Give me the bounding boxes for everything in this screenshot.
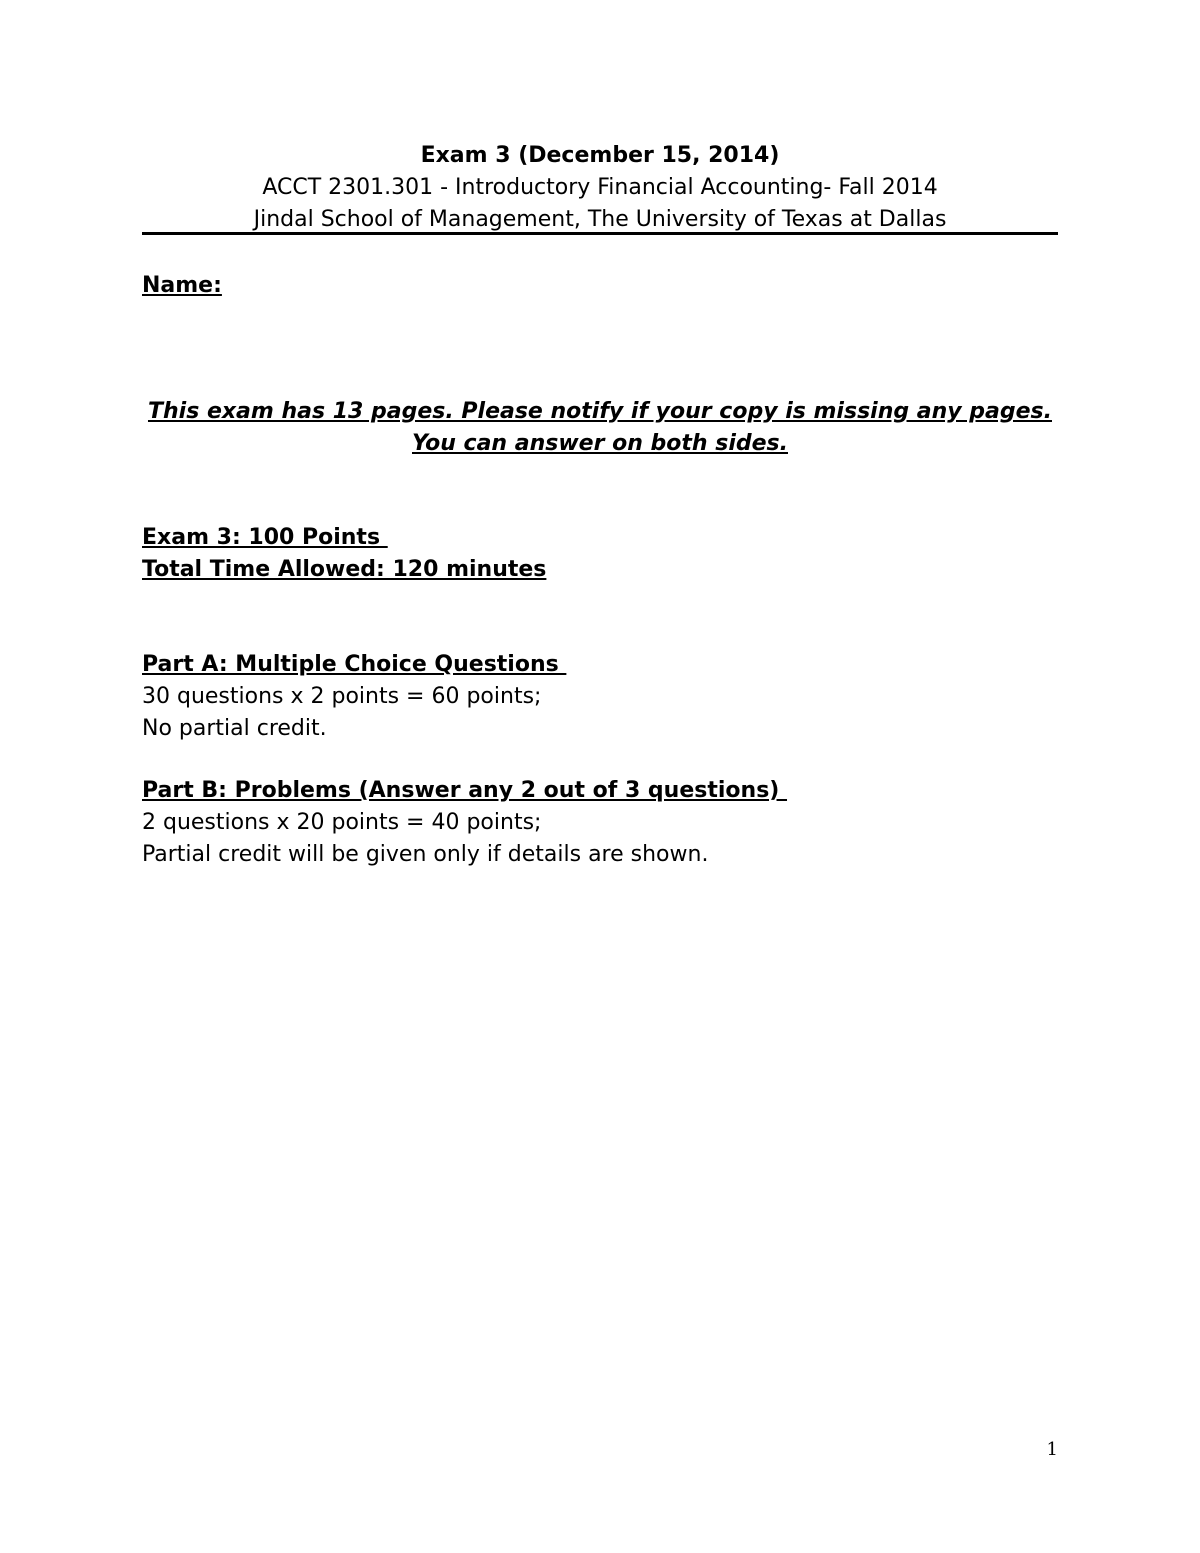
part-b-scoring: 2 questions x 20 points = 40 points; — [142, 810, 542, 835]
header-divider — [142, 232, 1058, 235]
name-label: Name: — [142, 273, 222, 298]
answer-both-sides-notice: You can answer on both sides. — [412, 431, 788, 456]
exam-header — [142, 140, 1058, 236]
total-points: Exam 3: 100 Points — [142, 525, 388, 550]
exam-info — [142, 522, 546, 586]
part-b-section — [142, 775, 787, 871]
page-number: 1 — [1046, 1439, 1058, 1460]
part-b-heading: Part B: Problems (Answer any 2 out of 3 questions) — [142, 778, 788, 803]
course-title: ACCT 2301.301 - Introductory Financial Accounting- Fall 2014 — [262, 175, 938, 200]
exam-title: Exam 3 (December 15, 2014) — [420, 143, 780, 168]
part-a-section — [142, 649, 566, 745]
part-a-credit-note: No partial credit. — [142, 716, 327, 741]
school-name: Jindal School of Management, The University of Texas at Dallas — [253, 207, 947, 232]
time-allowed: Total Time Allowed: 120 minutes — [142, 557, 547, 582]
part-a-scoring: 30 questions x 2 points = 60 points; — [142, 684, 542, 709]
part-b-credit-note: Partial credit will be given only if details are shown. — [142, 842, 709, 867]
part-a-heading: Part A: Multiple Choice Questions — [142, 652, 567, 677]
page-notice — [142, 396, 1058, 460]
page-count-notice: This exam has 13 pages. Please notify if your copy is missing any pages. — [147, 399, 1052, 424]
